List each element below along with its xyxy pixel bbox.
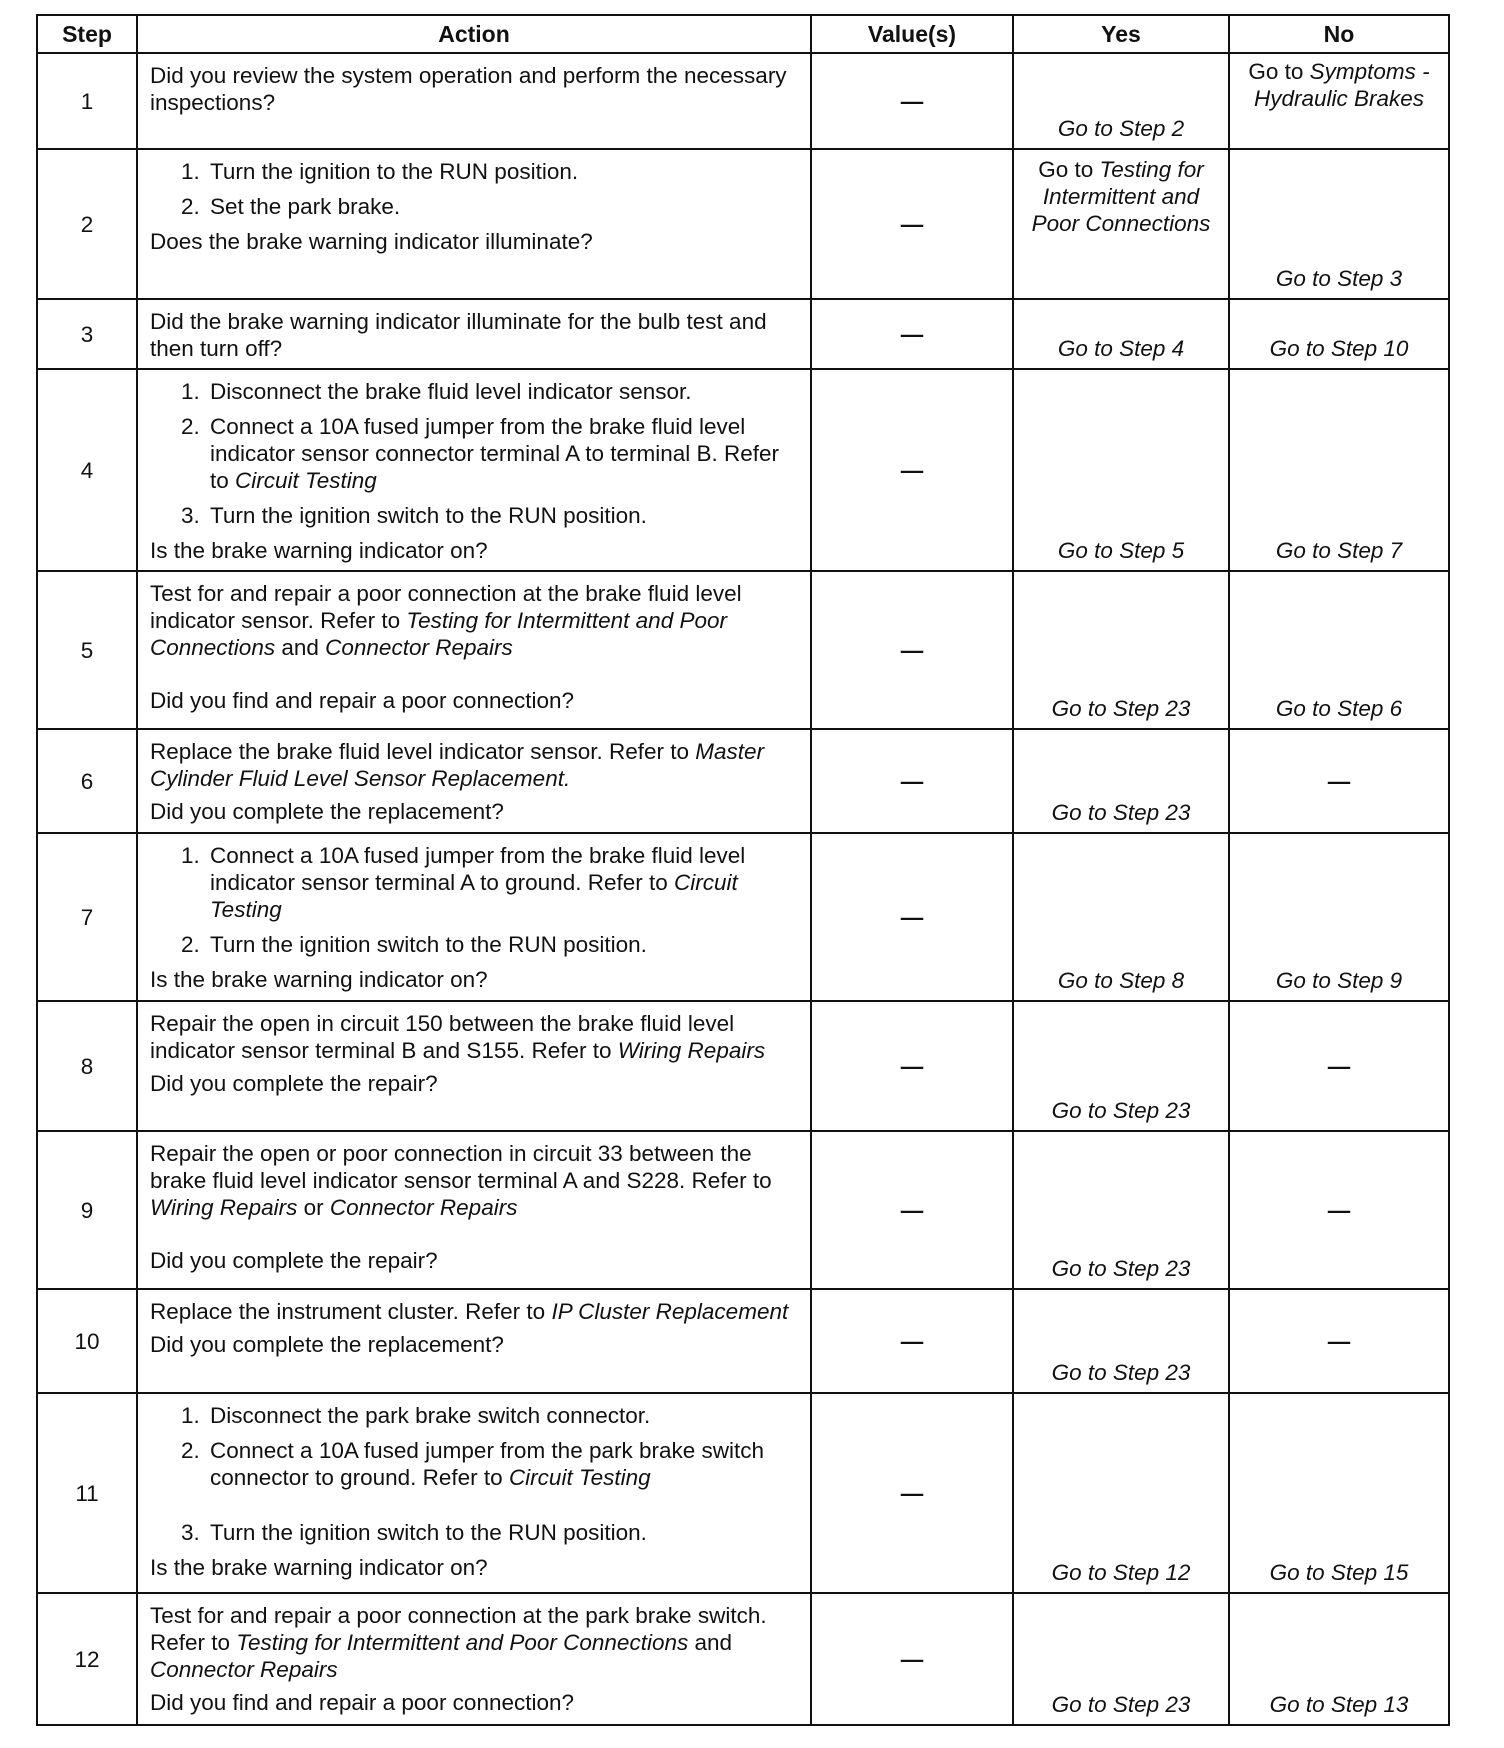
action-text: Did the brake warning indicator illuminate for the bulb test and then turn off? [150,309,767,361]
table-row [37,369,1449,571]
value-cell: — [811,1393,1013,1593]
action-text-part: Test for and repair a poor connection at the park brake switch. Refer to [150,1603,767,1655]
value-cell: — [811,53,1013,149]
yes-cell [1013,1001,1229,1131]
step-number: 1 [37,53,137,149]
substep-text: Connect a 10A fused jumper from the park brake switch connector to ground. Refer to [210,1438,765,1490]
substep: 3. Turn the ignition switch to the RUN position. [206,502,800,529]
action-ref: Connector Repairs [329,1195,518,1220]
action-ref: Connector Repairs [150,1657,338,1682]
substep-list [150,842,800,958]
action-cell [137,571,811,729]
substep: 1. Disconnect the park brake switch connector. [206,1402,800,1429]
step-number: 3 [37,299,137,369]
table-row [37,729,1449,833]
substep-text: Connect a 10A fused jumper from the brake fluid level indicator sensor terminal A to ground. Refer to [210,843,746,895]
step-number: 9 [37,1131,137,1289]
step-number: 4 [37,369,137,571]
action-text-part: Test for and repair a poor connection at the brake fluid level indicator sensor. Refer to [150,581,742,633]
table-row [37,1289,1449,1393]
no-goto: Go to Step 9 [1275,968,1403,993]
table-row [37,149,1449,299]
value-cell: — [811,1001,1013,1131]
action-question: Did you complete the replacement? [150,799,504,824]
action-text [150,580,800,661]
yes-goto: Go to Step 23 [1051,1360,1191,1385]
action-question: Is the brake warning indicator on? [150,967,488,992]
yes-cell [1013,1593,1229,1725]
no-cell: — [1229,1001,1449,1131]
substep-ref: Circuit Testing [210,870,738,922]
action-question: Did you complete the replacement? [150,1332,504,1357]
action-text [150,1010,800,1064]
step-number: 10 [37,1289,137,1393]
no-goto: Go to Step 10 [1269,336,1409,361]
table-row [37,833,1449,1001]
yes-cell [1013,299,1229,369]
table-row [37,1393,1449,1593]
action-question: Did you complete the repair? [150,1071,438,1096]
header-no: No [1229,15,1449,53]
value-cell: — [811,1131,1013,1289]
substep [206,1437,800,1491]
no-cell [1229,1593,1449,1725]
header-step: Step [37,15,137,53]
yes-cell [1013,1393,1229,1593]
value-cell: — [811,149,1013,299]
action-text-part: Repair the open or poor connection in circuit 33 between the brake fluid level indicator sensor terminal A and S228. Refer to [150,1141,772,1193]
step-number: 5 [37,571,137,729]
yes-goto-ref: Testing for Intermittent and Poor Connections [1031,157,1211,236]
action-cell [137,369,811,571]
no-cell: — [1229,729,1449,833]
action-text-part: and [688,1630,733,1655]
yes-cell [1013,729,1229,833]
action-cell [137,149,811,299]
substep: 1. Turn the ignition to the RUN position. [206,158,800,185]
no-goto-prefix: Go to [1248,59,1310,84]
action-cell [137,1001,811,1131]
yes-goto: Go to Step 4 [1057,336,1185,361]
substep: 1. Disconnect the brake fluid level indicator sensor. [206,378,800,405]
no-cell [1229,833,1449,1001]
no-goto-ref: Symptoms - Hydraulic Brakes [1253,59,1430,111]
no-goto: Go to Step 3 [1275,266,1403,291]
step-number: 2 [37,149,137,299]
substep-list [150,1402,800,1546]
no-goto: Go to Step 7 [1275,538,1403,563]
action-cell [137,1131,811,1289]
step-number: 8 [37,1001,137,1131]
step-number: 7 [37,833,137,1001]
action-ref: IP Cluster Replacement [551,1299,789,1324]
action-text-part: and [275,635,326,660]
yes-cell [1013,1289,1229,1393]
substep-ref: Circuit Testing [508,1465,651,1490]
action-text-part: Replace the brake fluid level indicator sensor. Refer to [150,739,696,764]
substep-list [150,158,800,220]
diagnostic-table [36,14,1450,1726]
yes-cell [1013,571,1229,729]
step-number: 6 [37,729,137,833]
yes-goto: Go to Step 23 [1051,1692,1191,1717]
action-question: Did you find and repair a poor connection? [150,688,575,713]
yes-goto: Go to Step 23 [1051,800,1191,825]
yes-goto: Go to Step 2 [1057,116,1185,141]
action-cell [137,833,811,1001]
substep: 3. Turn the ignition switch to the RUN position. [206,1519,800,1546]
action-question: Is the brake warning indicator on? [150,538,488,563]
no-cell [1229,53,1449,149]
value-cell: — [811,1289,1013,1393]
substep-list [150,378,800,529]
table-row [37,1593,1449,1725]
no-cell [1229,369,1449,571]
no-goto: Go to Step 15 [1269,1560,1409,1585]
substep: 2. Turn the ignition switch to the RUN position. [206,931,800,958]
substep-text: Connect a 10A fused jumper from the brake fluid level indicator sensor connector terminal A to terminal B. Refer to [210,414,780,493]
no-cell [1229,571,1449,729]
action-question: Did you find and repair a poor connection? [150,1690,575,1715]
yes-cell [1013,833,1229,1001]
yes-cell [1013,369,1229,571]
action-question: Does the brake warning indicator illuminate? [150,229,593,254]
yes-goto-prefix: Go to [1038,157,1100,182]
action-ref: Master Cylinder Fluid Level Sensor Replacement. [150,739,765,791]
no-cell: — [1229,1131,1449,1289]
action-text [150,1140,800,1221]
yes-goto: Go to Step 23 [1051,696,1191,721]
action-ref: Connector Repairs [325,635,513,660]
action-cell [137,299,811,369]
substep-ref: Circuit Testing [235,468,377,493]
action-cell [137,729,811,833]
no-cell [1229,1393,1449,1593]
action-ref: Wiring Repairs [617,1038,766,1063]
yes-goto: Go to Step 5 [1057,538,1185,563]
action-text [150,1298,800,1325]
yes-goto: Go to Step 8 [1057,968,1185,993]
yes-goto: Go to Step 23 [1051,1256,1191,1281]
yes-cell [1013,1131,1229,1289]
action-text [150,1602,800,1683]
action-text-part: Repair the open in circuit 150 between the brake fluid level indicator sensor terminal B and S155. Refer to [150,1011,735,1063]
value-cell: — [811,833,1013,1001]
action-cell [137,1289,811,1393]
table-row [37,571,1449,729]
value-cell: — [811,369,1013,571]
value-cell: — [811,729,1013,833]
table-row [37,1001,1449,1131]
step-number: 12 [37,1593,137,1725]
no-cell: — [1229,1289,1449,1393]
table-row [37,53,1449,149]
action-cell [137,1393,811,1593]
substep: 2. Set the park brake. [206,193,800,220]
action-question: Did you complete the repair? [150,1248,438,1273]
action-text [150,738,800,792]
yes-goto: Go to Step 12 [1051,1560,1191,1585]
no-goto: Go to Step 13 [1269,1692,1409,1717]
action-cell [137,53,811,149]
value-cell: — [811,299,1013,369]
header-row [37,15,1449,53]
table-row [37,1131,1449,1289]
action-cell [137,1593,811,1725]
no-cell [1229,299,1449,369]
yes-cell [1013,149,1229,299]
action-ref: Testing for Intermittent and Poor Connections [236,1630,689,1655]
header-values: Value(s) [811,15,1013,53]
no-cell [1229,149,1449,299]
step-number: 11 [37,1393,137,1593]
action-text-part: or [297,1195,330,1220]
yes-goto: Go to Step 23 [1051,1098,1191,1123]
no-goto: Go to Step 6 [1275,696,1403,721]
action-ref: Wiring Repairs [150,1195,298,1220]
action-ref: Testing for Intermittent and Poor Connections [150,608,727,660]
value-cell: — [811,1593,1013,1725]
action-text: Did you review the system operation and perform the necessary inspections? [150,63,787,115]
yes-cell [1013,53,1229,149]
substep [206,842,800,923]
table-row [37,299,1449,369]
action-question: Is the brake warning indicator on? [150,1555,488,1580]
header-action: Action [137,15,811,53]
action-text-part: Replace the instrument cluster. Refer to [150,1299,552,1324]
value-cell: — [811,571,1013,729]
header-yes: Yes [1013,15,1229,53]
substep [206,413,800,494]
